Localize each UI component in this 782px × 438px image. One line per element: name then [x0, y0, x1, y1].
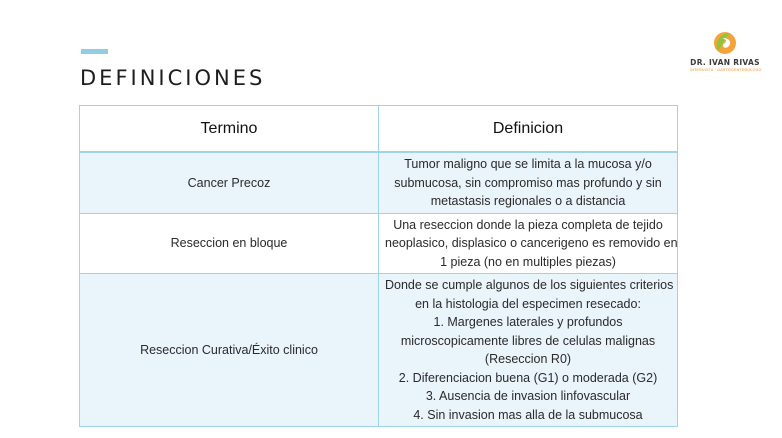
- title-accent-bar: [81, 49, 108, 54]
- definition-line: 3. Ausencia de invasion linfovascular: [425, 389, 631, 403]
- table-row: [80, 152, 678, 213]
- definition-line: metastasis regionales o a distancia: [430, 194, 626, 208]
- column-header-definition: Definicion: [379, 106, 678, 153]
- definition-cell: [379, 152, 678, 213]
- definition-line: Una reseccion donde la pieza completa de tejido: [393, 217, 663, 232]
- leaf-stomach-logo-icon: [710, 29, 740, 57]
- definition-cell: [379, 274, 678, 427]
- term-cell: Reseccion en bloque: [80, 213, 379, 274]
- definition-line: Donde se cumple algunos de los siguientes criterios: [385, 278, 674, 292]
- logo-name: DR. IVAN RIVAS: [690, 58, 760, 67]
- definition-line: en la histologia del especimen resecado:: [415, 296, 641, 311]
- definition-line: 1 pieza (no en multiples piezas): [440, 254, 616, 269]
- definition-line: Tumor maligno que se limita a la mucosa y/o: [404, 157, 652, 171]
- page-title: DEFINICIONES: [80, 66, 266, 90]
- term-cell: Cancer Precoz: [80, 152, 379, 213]
- definition-line: 1. Margenes laterales y profundos: [433, 315, 623, 329]
- term-cell: Reseccion Curativa/Éxito clinico: [80, 274, 379, 427]
- definition-line: neoplasico, displasico o cancerigeno es removido en: [385, 236, 678, 250]
- definition-line: (Reseccion R0): [484, 352, 572, 366]
- definition-line: 2. Diferenciacion buena (G1) o moderada (G2): [398, 370, 658, 385]
- table-row: [80, 213, 678, 274]
- definition-line: microscopicamente libres de celulas malignas: [400, 333, 656, 348]
- definition-line: submucosa, sin compromiso mas profundo y sin: [394, 175, 662, 190]
- table-row: [80, 274, 678, 427]
- logo: [690, 29, 760, 72]
- column-header-term: Termino: [80, 106, 379, 153]
- definition-cell: [379, 213, 678, 274]
- definition-line: 4. Sin invasion mas alla de la submucosa: [413, 407, 643, 422]
- logo-tagline: INTERNISTA · GASTROENTEROLOGO: [690, 68, 762, 72]
- definitions-table: [79, 105, 678, 427]
- table-header-row: [80, 106, 678, 153]
